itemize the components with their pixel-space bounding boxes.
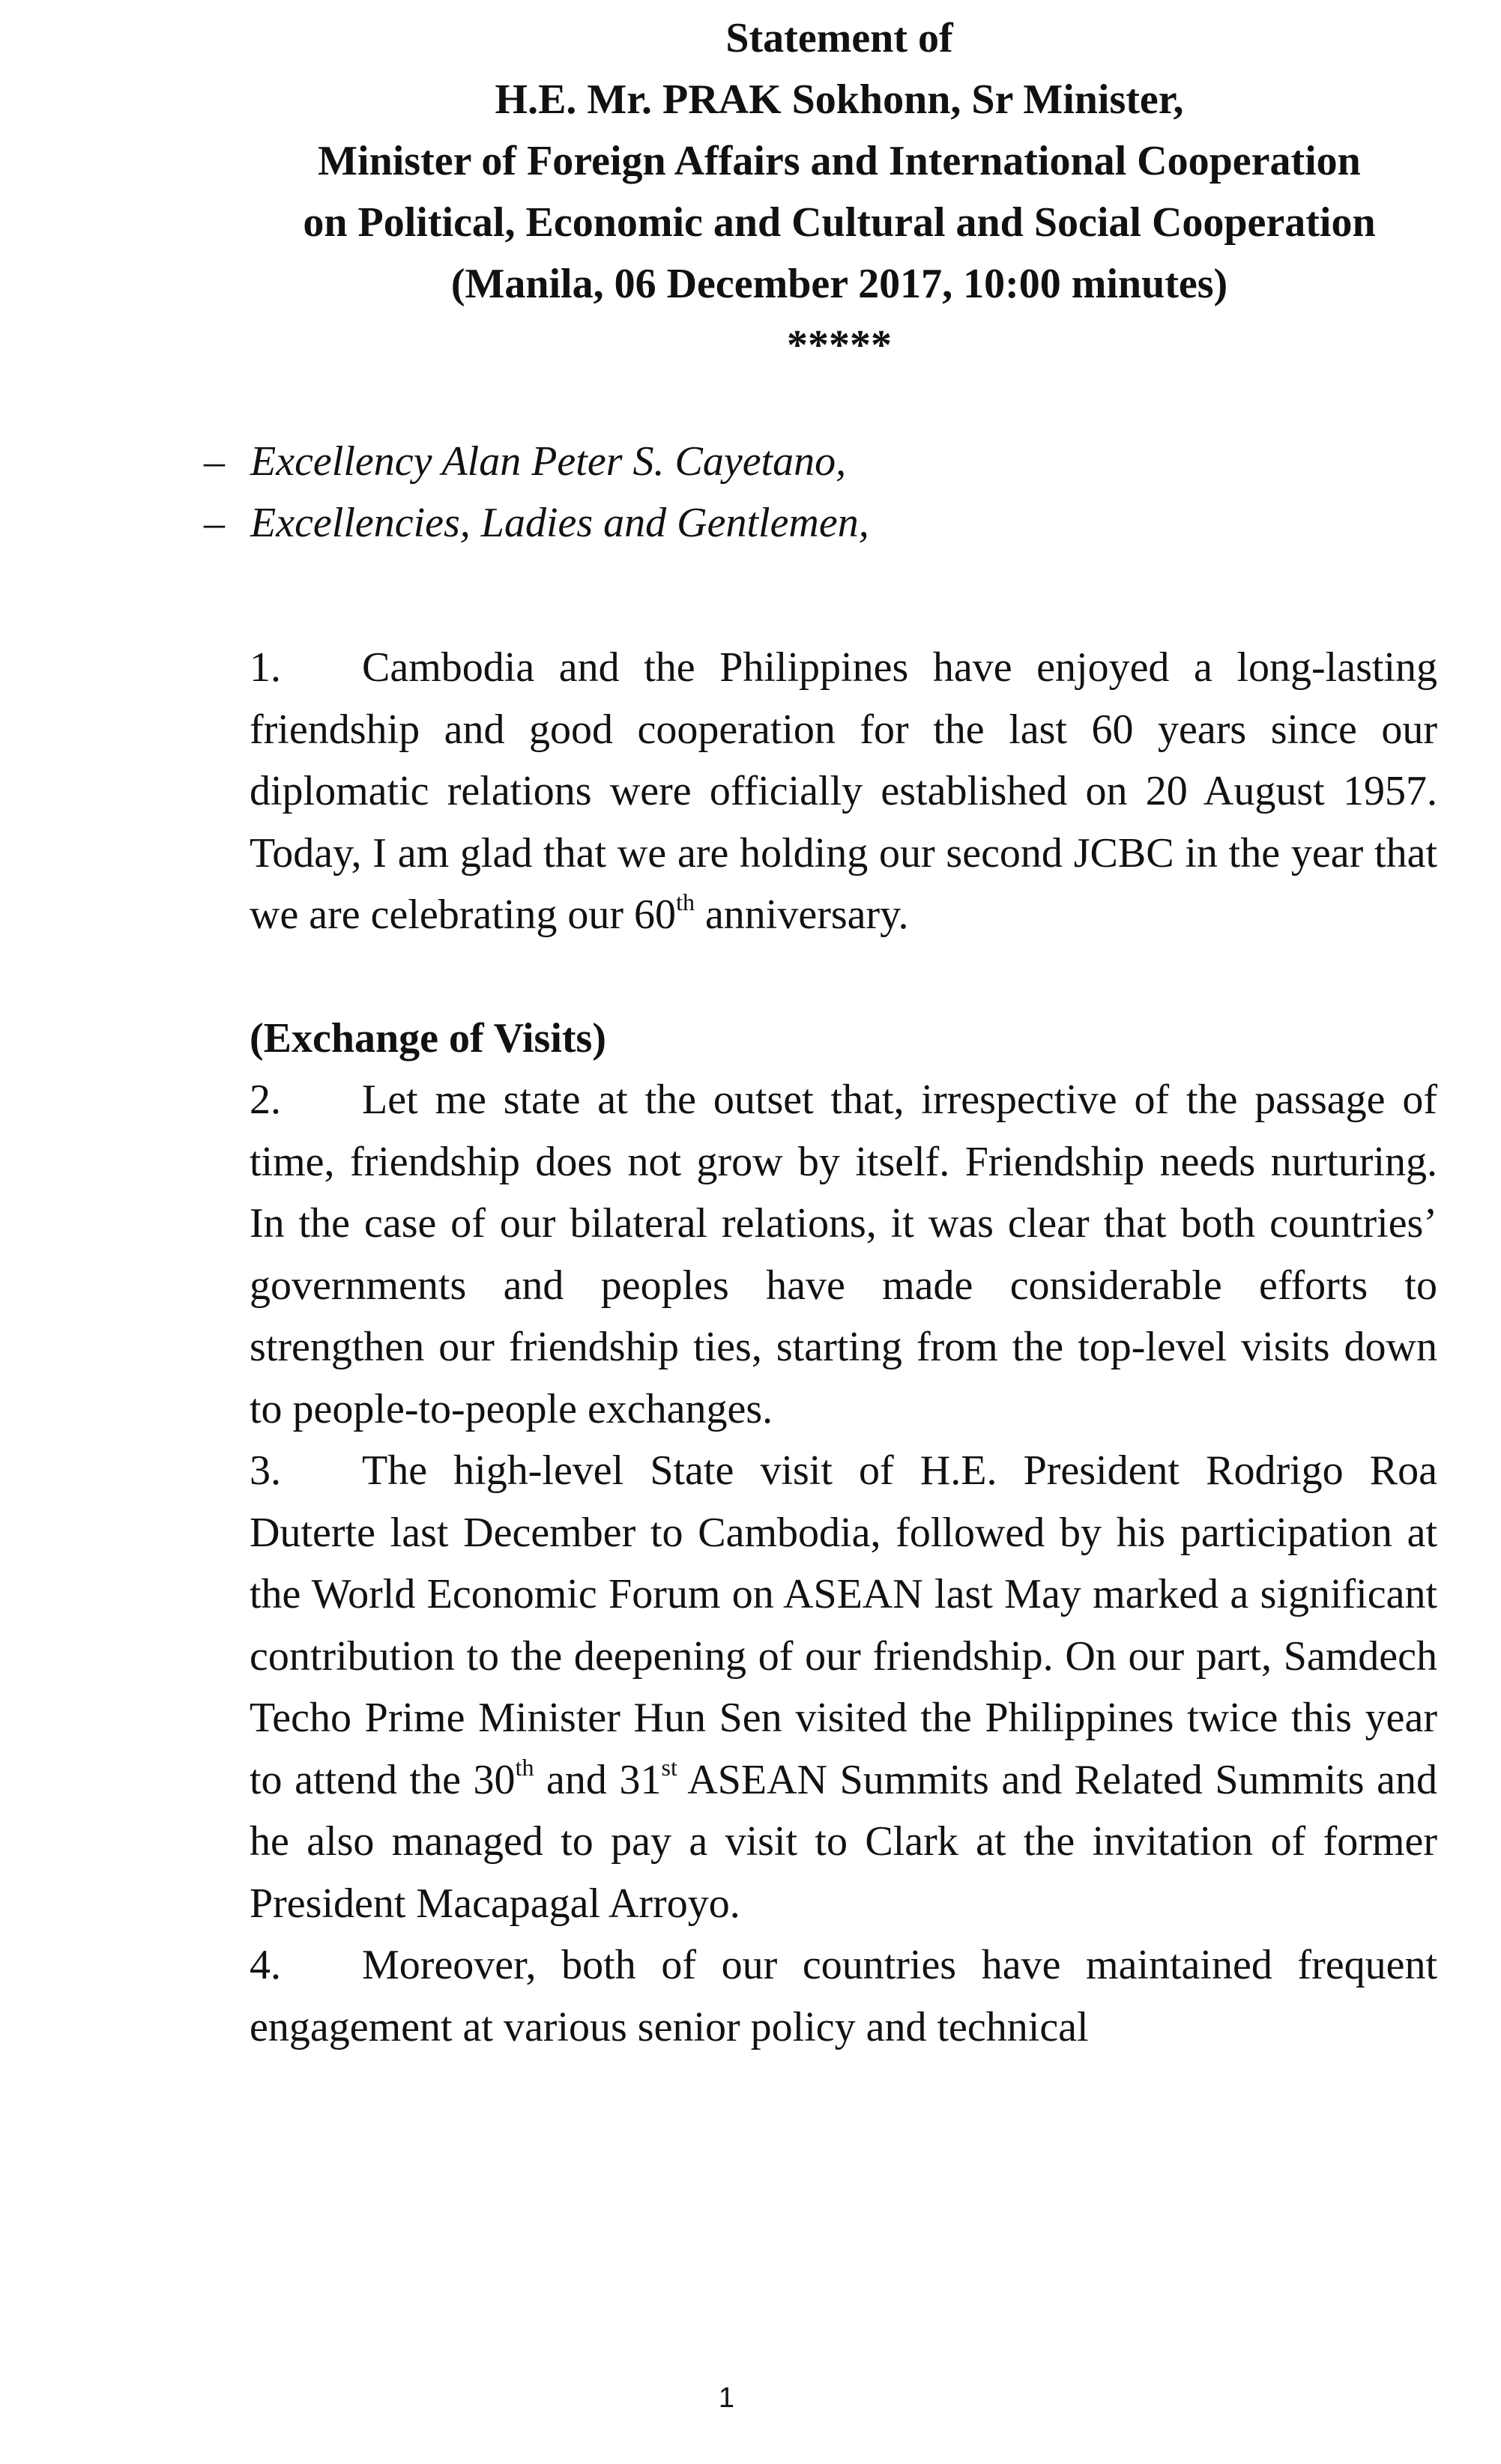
paragraph-3 [250, 1440, 1437, 1934]
title-line-1: Statement of [725, 15, 953, 61]
statement-body [250, 637, 1437, 2058]
title-separator: ***** [787, 322, 892, 369]
salutation-text: Excellencies, Ladies and Gentlemen, [250, 500, 869, 546]
paragraph-number: 4. [250, 1942, 281, 1988]
dash-bullet: – [204, 438, 225, 485]
paragraph-1 [250, 637, 1437, 946]
paragraph-text: and 31 [534, 1756, 662, 1803]
dash-bullet: – [204, 500, 225, 546]
title-line-4: on Political, Economic and Cultural and Social Cooperation [303, 199, 1376, 246]
paragraph-gap [250, 946, 1437, 1008]
section-heading-exchange-of-visits: (Exchange of Visits) [250, 1014, 606, 1062]
paragraph-text: anniversary. [694, 892, 909, 938]
salutation-list [204, 431, 1328, 554]
superscript: st [661, 1753, 677, 1781]
title-line-2: H.E. Mr. PRAK Sokhonn, Sr Minister, [495, 76, 1184, 123]
paragraph-text: The high-level State visit of H.E. President Rodrigo Roa Duterte last December to Cambodia, followed by his participation at the World Economic Forum on ASEAN last May marked a significant contribution to the deepening of our friendship. On our part, Samdech Techo Prime Minister Hun Sen visited the Philippines twice this year to attend the 30 [250, 1447, 1437, 1803]
salutation-text: Excellency Alan Peter S. Cayetano, [250, 438, 847, 485]
superscript: th [515, 1753, 534, 1781]
paragraph-text: Let me state at the outset that, irrespective of the passage of time, friendship does not grow by itself. Friendship needs nurturing. In the case of our bilateral relations, it was clear that both countries’ governments and peoples have made considerable efforts to strengthen our friendship ties, starting from the top-level visits down to people-to-people exchanges. [250, 1077, 1437, 1432]
statement-title-block [225, 7, 1454, 376]
paragraph-text: Moreover, both of our countries have maintained frequent engagement at various senior policy and technical [250, 1942, 1437, 2050]
paragraph-4 [250, 1934, 1437, 2058]
paragraph-number: 2. [250, 1077, 281, 1123]
salutation-item [204, 431, 1328, 492]
page-number: 1 [718, 2382, 735, 2414]
paragraph-number: 3. [250, 1447, 281, 1494]
title-line-3: Minister of Foreign Affairs and International Cooperation [318, 138, 1361, 184]
salutation-item [204, 492, 1328, 554]
paragraph-2 [250, 1069, 1437, 1440]
superscript: th [676, 889, 695, 915]
paragraph-text: ASEAN Summits and Related Summits and he also managed to pay a visit to Clark at the invitation of former President Macapagal Arroyo. [250, 1756, 1437, 1927]
paragraph-number: 1. [250, 644, 281, 691]
paragraph-text: Cambodia and the Philippines have enjoyed a long-lasting friendship and good cooperation for the last 60 years since our diplomatic relations were officially established on 20 August 1957. Today, I am glad that we are holding our second JCBC in the year that we are celebrating our 60 [250, 644, 1437, 938]
title-line-5: (Manila, 06 December 2017, 10:00 minutes) [450, 261, 1228, 307]
